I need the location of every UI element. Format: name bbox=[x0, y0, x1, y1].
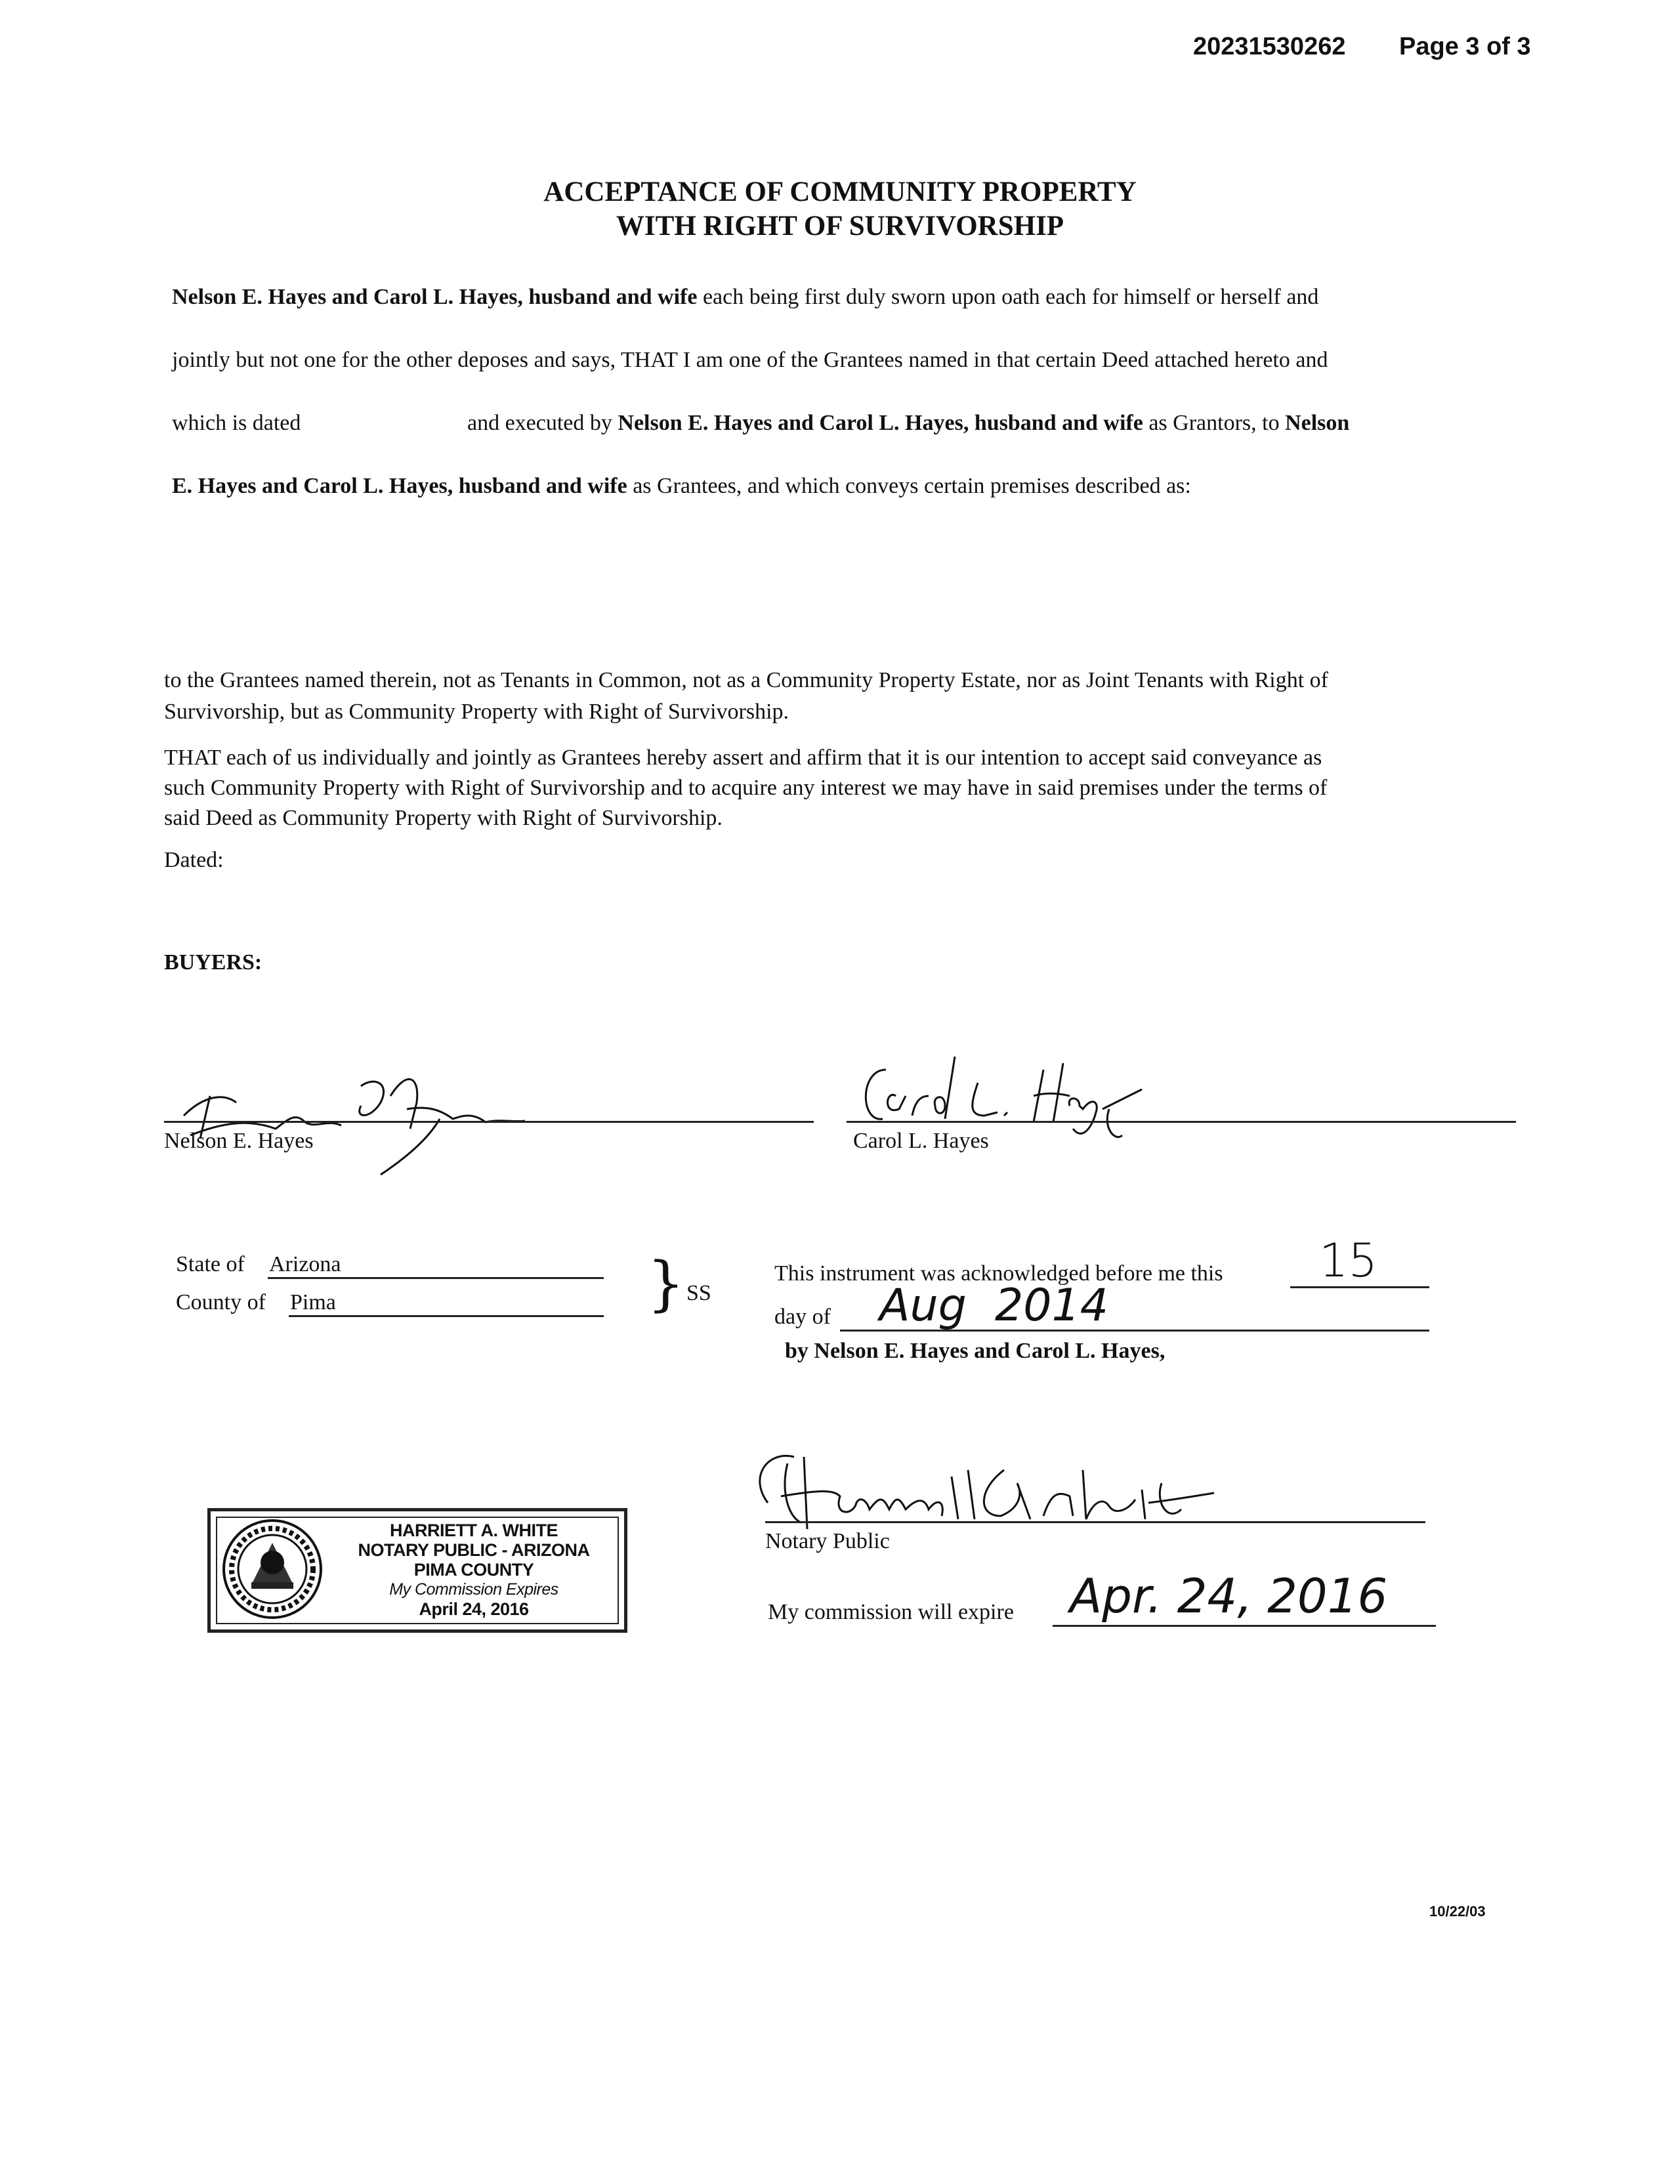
day-of-label: day of bbox=[774, 1305, 831, 1329]
stamp-county: PIMA COUNTY bbox=[413, 1560, 534, 1580]
ss-label: SS bbox=[686, 1281, 711, 1305]
document-title-line1: ACCEPTANCE OF COMMUNITY PROPERTY bbox=[543, 177, 1137, 207]
body-line-7: THAT each of us individually and jointly as Grantees hereby assert and affirm that it is our intention to accept said conveyance as bbox=[164, 746, 1322, 770]
document-number: 20231530262 bbox=[1193, 33, 1346, 60]
notary-signature-line bbox=[765, 1521, 1425, 1523]
notary-public-label: Notary Public bbox=[765, 1529, 890, 1553]
grantee-name-start: Nelson bbox=[1285, 411, 1350, 435]
stamp-notary-name: HARRIETT A. WHITE bbox=[390, 1521, 558, 1540]
buyer1-name: Nelson E. Hayes bbox=[164, 1129, 314, 1153]
notary-seal-icon bbox=[220, 1517, 325, 1622]
body-line-3-cont bbox=[467, 412, 1349, 434]
body-line-1 bbox=[172, 286, 1318, 308]
notary-stamp bbox=[207, 1508, 627, 1633]
body-line-5: to the Grantees named therein, not as Tenants in Common, not as a Community Property Estate, nor as Joint Tenants with Right of bbox=[164, 668, 1328, 692]
day-line bbox=[1290, 1286, 1429, 1288]
document-title-line2: WITH RIGHT OF SURVIVORSHIP bbox=[616, 211, 1064, 242]
body-line-4 bbox=[172, 475, 1191, 497]
grantor-names: Nelson E. Hayes and Carol L. Hayes, husband and wife bbox=[618, 411, 1143, 435]
dated-text: which is dated bbox=[172, 411, 301, 435]
body-text: as Grantees, and which conveys certain premises described as: bbox=[627, 474, 1191, 498]
state-line bbox=[268, 1277, 604, 1279]
grantee-names: E. Hayes and Carol L. Hayes, husband and wife bbox=[172, 474, 627, 498]
commission-label: My commission will expire bbox=[768, 1600, 1014, 1624]
month-year-value: Aug 2014 bbox=[879, 1280, 1109, 1332]
commission-expiry-value: Apr. 24, 2016 bbox=[1070, 1568, 1388, 1624]
stamp-commission-label: My Commission Expires bbox=[389, 1580, 558, 1599]
stamp-expiry-date: April 24, 2016 bbox=[419, 1599, 529, 1619]
acknowledgment-text: This instrument was acknowledged before me this bbox=[774, 1261, 1223, 1286]
stamp-notary-title: NOTARY PUBLIC - ARIZONA bbox=[358, 1540, 590, 1560]
body-text: each being first duly sworn upon oath each for himself or herself and bbox=[697, 285, 1319, 309]
county-line bbox=[289, 1315, 604, 1317]
ss-brace: } bbox=[647, 1250, 685, 1318]
day-value: 15 bbox=[1319, 1234, 1378, 1288]
stamp-text-block bbox=[333, 1521, 615, 1619]
buyers-label: BUYERS: bbox=[164, 950, 262, 975]
acknowledged-by: by Nelson E. Hayes and Carol L. Hayes, bbox=[785, 1339, 1166, 1363]
body-line-2: jointly but not one for the other deposes and says, THAT I am one of the Grantees named in that certain Deed attached hereto and bbox=[172, 348, 1328, 372]
buyer1-signature-line bbox=[164, 1121, 814, 1123]
buyer2-signature-line bbox=[847, 1121, 1516, 1123]
form-code: 10/22/03 bbox=[1429, 1903, 1486, 1920]
dated-label: Dated: bbox=[164, 848, 224, 872]
buyer1-signature bbox=[164, 1057, 532, 1181]
grantee-names: Nelson E. Hayes and Carol L. Hayes, husband and wife bbox=[172, 285, 698, 309]
page-indicator: Page 3 of 3 bbox=[1399, 33, 1531, 60]
body-line-9: said Deed as Community Property with Right of Survivorship. bbox=[164, 806, 723, 830]
body-line-8: such Community Property with Right of Survivorship and to acquire any interest we may have in said premises under the terms of bbox=[164, 776, 1328, 800]
buyer2-name: Carol L. Hayes bbox=[853, 1129, 989, 1153]
body-line-6: Survivorship, but as Community Property with Right of Survivorship. bbox=[164, 700, 789, 724]
state-label: State of bbox=[176, 1252, 245, 1276]
county-label: County of bbox=[176, 1290, 266, 1314]
month-year-line bbox=[840, 1330, 1429, 1332]
body-text: and executed by bbox=[467, 411, 618, 435]
body-text: as Grantors, to bbox=[1143, 411, 1286, 435]
body-line-3 bbox=[172, 412, 301, 434]
commission-line bbox=[1053, 1625, 1436, 1627]
state-value: Arizona bbox=[269, 1252, 341, 1276]
notary-signature bbox=[742, 1444, 1240, 1542]
county-value: Pima bbox=[290, 1290, 336, 1314]
